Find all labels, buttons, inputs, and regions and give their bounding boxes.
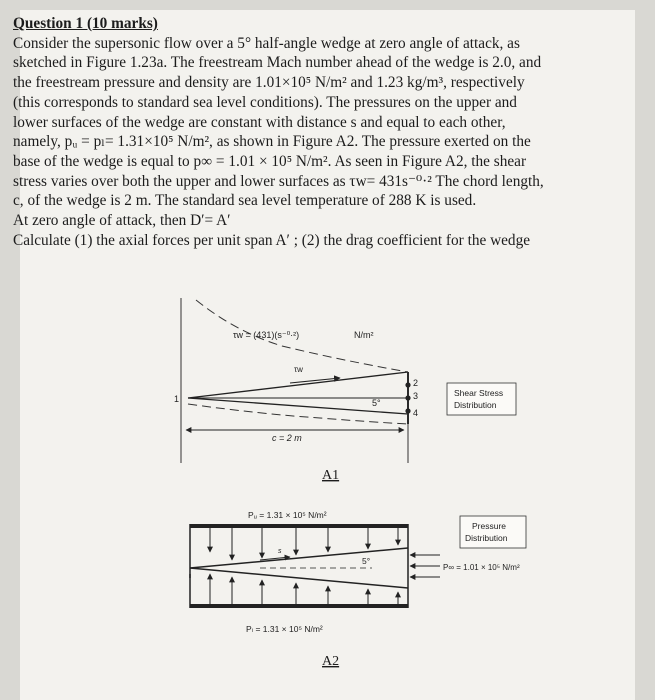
point-2-label: 2 <box>413 378 419 388</box>
question-line: the freestream pressure and density are 1.01×10⁵ N/m² and 1.23 kg/m³, respectively <box>13 74 525 92</box>
point-3-label: 3 <box>413 391 419 401</box>
chord-label: c = 2 m <box>272 433 302 443</box>
shear-equation: τw = (431)(s⁻⁰·²) <box>233 330 300 340</box>
pl-label: Pₗ = 1.31 × 10⁵ N/m² <box>246 624 323 634</box>
point-2-dot <box>405 382 410 387</box>
question-line: base of the wedge is equal to p∞ = 1.01 × 10⁵ N/m². As seen in Figure A2, the shear <box>13 152 527 170</box>
pressure-legend-line1: Pressure <box>472 521 507 531</box>
upper-pressure-band <box>190 524 408 528</box>
pressure-legend-line2: Distribution <box>465 533 508 543</box>
lower-pressure-band <box>190 604 408 608</box>
wedge-upper-surface <box>188 372 408 398</box>
pu-label: Pᵤ = 1.31 × 10⁵ N/m² <box>248 510 327 520</box>
a2-wedge-upper-surface <box>190 548 408 568</box>
a2-angle-label: 5° <box>362 556 371 566</box>
figure-a1 <box>174 298 516 483</box>
figure-a1-label: A1 <box>322 468 340 483</box>
figure-a2-label: A2 <box>322 654 340 669</box>
shear-upper-curve <box>196 300 408 372</box>
point-3-dot <box>405 395 410 400</box>
question-line: At zero angle of attack, then D′= A′ <box>13 212 231 230</box>
figure-a2 <box>190 510 526 669</box>
question-line: (this corresponds to standard sea level conditions). The pressures on the upper and <box>13 93 517 111</box>
question-line: Consider the supersonic flow over a 5° half-angle wedge at zero angle of attack, as <box>13 34 520 52</box>
question-line: namely, pᵤ = pₗ= 1.31×10⁵ N/m², as shown in Figure A2. The pressure exerted on the <box>13 133 531 151</box>
point-1-label: 1 <box>174 394 180 404</box>
question-line: Calculate (1) the axial forces per unit span A′ ; (2) the drag coefficient for the wedge <box>13 231 531 249</box>
question-title: Question 1 (10 marks) <box>13 15 158 32</box>
tau-label: τw <box>294 365 303 374</box>
s-label: s <box>278 548 282 555</box>
point-4-dot <box>405 408 410 413</box>
pinf-label: P∞ = 1.01 × 10⁵ N/m² <box>443 563 520 572</box>
shear-units: N/m² <box>354 330 374 340</box>
shear-legend-line2: Distribution <box>454 400 497 410</box>
question-line: sketched in Figure 1.23a. The freestream Mach number ahead of the wedge is 2.0, and <box>13 54 542 72</box>
wedge-angle-label: 5° <box>372 398 381 408</box>
question-line: lower surfaces of the wedge are constant with distance s and equal to each other, <box>13 113 506 131</box>
shear-legend-line1: Shear Stress <box>454 388 504 398</box>
point-4-label: 4 <box>413 408 419 418</box>
a2-wedge-lower-surface <box>190 568 408 588</box>
question-line: c, of the wedge is 2 m. The standard sea level temperature of 288 K is used. <box>13 192 477 210</box>
question-line: stress varies over both the upper and lower surfaces as τw= 431s⁻⁰·² The chord length, <box>13 172 544 190</box>
